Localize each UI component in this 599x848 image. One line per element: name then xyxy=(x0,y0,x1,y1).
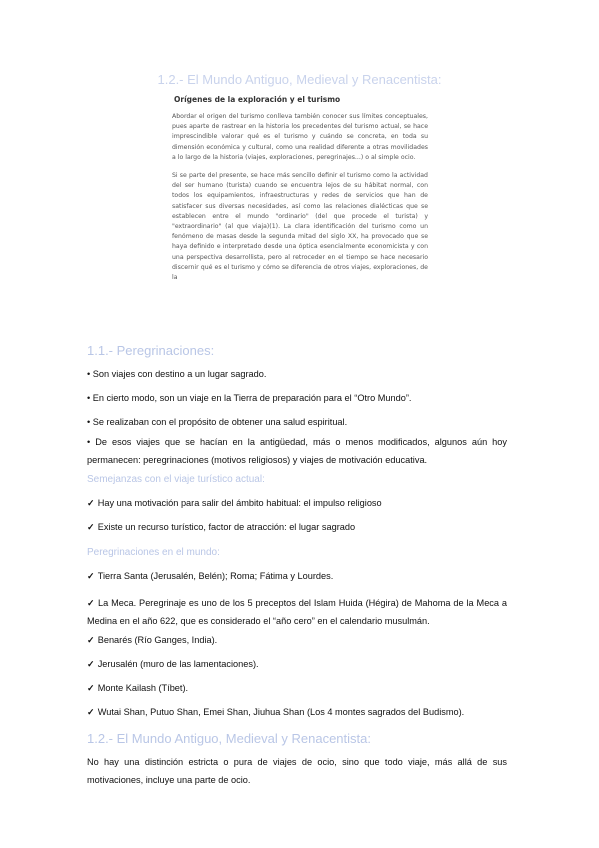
check-icon: ✓ xyxy=(87,598,96,608)
check-item: ✓ Jerusalén (muro de las lamentaciones). xyxy=(87,659,259,669)
scan-paragraph: Abordar el origen del turismo conlleva también conocer sus límites conceptuales, pues aparte de rastrear en la historia los precedentes del turismo actual, se hace imprescindible valorar qué es el turismo y cuándo se concreta, en toda su dimensión económica y cultural, como una realidad diferente a otras movilidades a lo largo de la historia (viajes, exploraciones, peregrinajes...) o al simple ocio. xyxy=(172,113,428,161)
section-heading-mundo-antiguo: 1.2.- El Mundo Antiguo, Medieval y Renacentista: xyxy=(87,731,371,746)
check-icon: ✓ xyxy=(87,683,95,693)
bullet-item: • En cierto modo, son un viaje en la Tierra de preparación para el “Otro Mundo”. xyxy=(87,393,412,403)
page-title: 1.2.- El Mundo Antiguo, Medieval y Renacentista: xyxy=(157,72,442,87)
check-item: ✓ Wutai Shan, Putuo Shan, Emei Shan, Jiuhua Shan (Los 4 montes sagrados del Budismo). xyxy=(87,707,465,717)
check-icon: ✓ xyxy=(87,707,95,717)
check-icon: ✓ xyxy=(87,522,95,532)
bullet-item: • Se realizaban con el propósito de obtener una salud espiritual. xyxy=(87,417,348,427)
check-item: ✓ Existe un recurso turístico, factor de atracción: el lugar sagrado xyxy=(87,522,356,532)
scan-paragraph: Si se parte del presente, se hace más sencillo definir el turismo como la actividad del ser humano (turista) cuando se encuentra lejos de su hábitat normal, con todos los equipamientos, infraestructuras y redes de servicios que han de satisfacer sus diversas necesidades, así como las relaciones dialécticas que se establecen entre el mundo "ordinario" (del que procede el turista) y "extraordinario" (al que viaja)(1). La clara identificación del turismo como un fenómeno de masas desde la segunda mitad del siglo XX, ha provocado que se haya definido e interpretado desde una óptica esencialmente economicista y con una perspectiva desarrollista, pero al retroceder en el tiempo se hace necesario discernir qué es el turismo y cómo se diferencia de otros viajes, exploraciones, de la xyxy=(172,172,428,282)
check-item: ✓ La Meca. Peregrinaje es uno de los 5 preceptos del Islam Huida (Hégira) de Mahoma de la Meca a Medina en el año 622, que es considerado el “año cero” en el calendario musulmán. xyxy=(87,598,508,626)
subheading-semejanzas: Semejanzas con el viaje turístico actual: xyxy=(87,474,265,485)
bullet-item: • Son viajes con destino a un lugar sagrado. xyxy=(87,369,267,379)
subheading-mundo: Peregrinaciones en el mundo: xyxy=(87,547,220,558)
check-icon: ✓ xyxy=(87,498,95,508)
body-paragraph: No hay una distinción estricta o pura de viajes de ocio, sino que todo viaje, más allá de sus motivaciones, incluye una parte de ocio. xyxy=(87,757,507,785)
check-item: ✓ Hay una motivación para salir del ámbito habitual: el impulso religioso xyxy=(87,498,382,508)
check-icon: ✓ xyxy=(87,635,95,645)
scan-title: Orígenes de la exploración y el turismo xyxy=(174,95,341,104)
check-item: ✓ Tierra Santa (Jerusalén, Belén); Roma; Fátima y Lourdes. xyxy=(87,571,334,581)
check-item: ✓ Benarés (Río Ganges, India). xyxy=(87,635,218,645)
check-icon: ✓ xyxy=(87,659,95,669)
scanned-excerpt-image xyxy=(172,91,428,329)
check-icon: ✓ xyxy=(87,571,95,581)
bullet-item: • De esos viajes que se hacían en la antigüedad, más o menos modificados, algunos aún hoy permanecen: peregrinaciones (motivos religiosos) y viajes de motivación educativa. xyxy=(87,437,507,465)
check-item: ✓ Monte Kailash (Tíbet). xyxy=(87,683,189,693)
section-heading-peregrinaciones: 1.1.- Peregrinaciones: xyxy=(87,343,215,358)
